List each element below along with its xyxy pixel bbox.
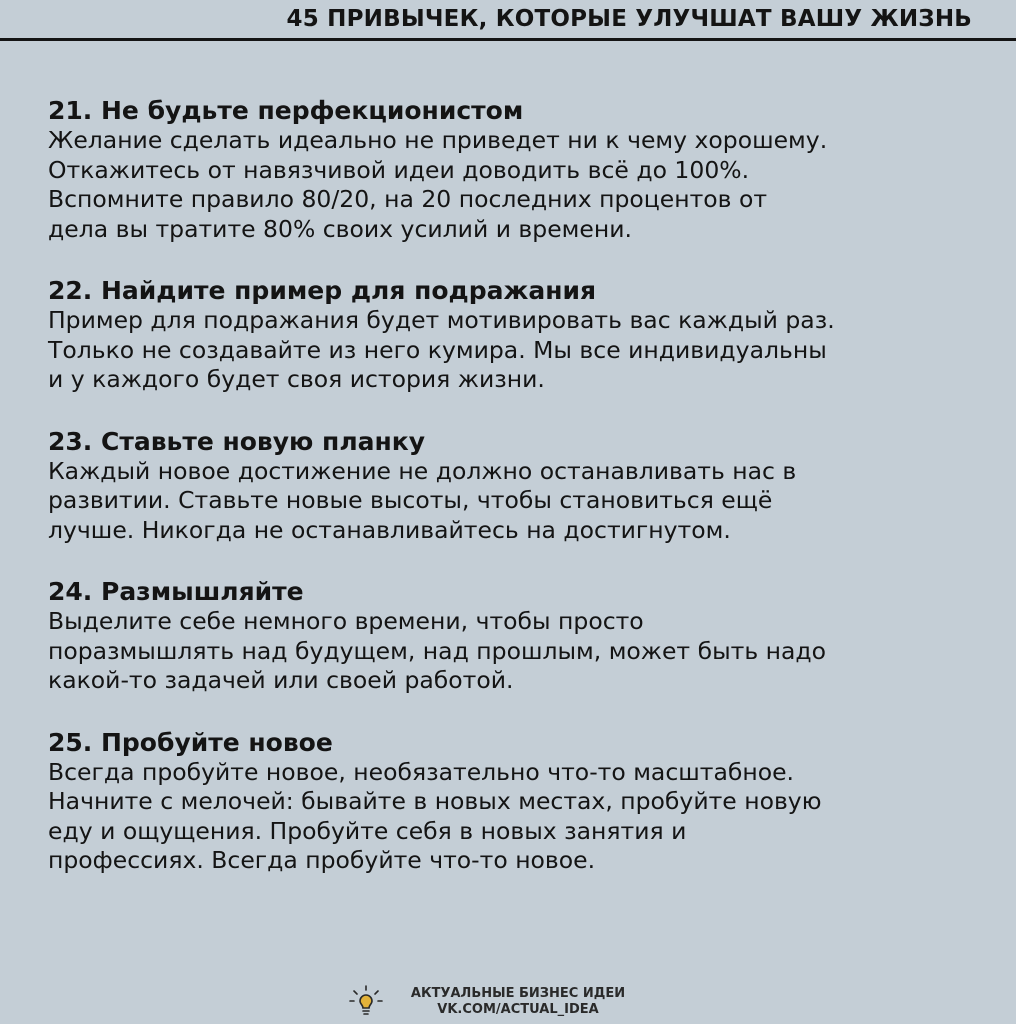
header-divider bbox=[0, 38, 1016, 41]
habit-title: 21. Не будьте перфекционистом bbox=[48, 96, 524, 125]
habit-item-25 bbox=[48, 728, 978, 876]
habit-description bbox=[48, 758, 978, 876]
habit-item-24 bbox=[48, 577, 978, 696]
habits-list bbox=[48, 96, 978, 908]
habit-text-line: какой-то задачей или своей работой. bbox=[48, 666, 514, 694]
habit-description bbox=[48, 457, 978, 546]
habit-text-line: Пример для подражания будет мотивировать вас каждый раз. bbox=[48, 306, 835, 334]
habit-text-line: Только не создавайте из него кумира. Мы все индивидуальны bbox=[48, 335, 827, 364]
habit-item-22 bbox=[48, 276, 978, 395]
page-header bbox=[0, 0, 1016, 42]
habit-text-line: и у каждого будет своя история жизни. bbox=[48, 365, 545, 393]
footer-text bbox=[390, 986, 646, 1018]
habit-text-line: профессиях. Всегда пробуйте что-то новое. bbox=[48, 846, 596, 874]
habit-description bbox=[48, 126, 978, 244]
lightbulb-icon bbox=[346, 984, 386, 1018]
habit-text-line: Желание сделать идеально не приведет ни к чему хорошему. bbox=[48, 126, 828, 154]
habit-text-line: лучше. Никогда не останавливайтесь на достигнутом. bbox=[48, 515, 731, 544]
habit-text-line: Всегда пробуйте новое, необязательно что-то масштабное. bbox=[48, 757, 795, 786]
habit-title: 24. Размышляйте bbox=[48, 577, 304, 606]
habit-description bbox=[48, 607, 978, 696]
habit-text-line: Вспомните правило 80/20, на 20 последних процентов от bbox=[48, 185, 768, 213]
habit-item-21 bbox=[48, 96, 978, 244]
footer-brand bbox=[346, 982, 646, 1022]
habit-text-line: развитии. Ставьте новые высоты, чтобы становиться ещё bbox=[48, 486, 773, 514]
habit-text-line: Начните с мелочей: бывайте в новых местах, пробуйте новую bbox=[48, 787, 822, 815]
habit-title: 25. Пробуйте новое bbox=[48, 727, 333, 757]
habit-title: 22. Найдите пример для подражания bbox=[48, 276, 597, 305]
habit-text-line: поразмышлять над будущем, над прошлым, может быть надо bbox=[48, 636, 827, 665]
footer-brand-name: АКТУАЛЬНЫЕ БИЗНЕС ИДЕИ bbox=[410, 986, 626, 1001]
habit-description bbox=[48, 306, 978, 395]
habit-title: 23. Ставьте новую планку bbox=[48, 426, 426, 456]
habit-text-line: Выделите себе немного времени, чтобы просто bbox=[48, 607, 644, 635]
footer-url: VK.COM/ACTUAL_IDEA bbox=[437, 1002, 599, 1017]
habit-text-line: дела вы тратите 80% своих усилий и времени. bbox=[48, 214, 632, 243]
habit-text-line: Каждый новое достижение не должно останавливать нас в bbox=[48, 456, 797, 485]
habit-text-line: еду и ощущения. Пробуйте себя в новых занятия и bbox=[48, 816, 687, 845]
page-title: 45 ПРИВЫЧЕК, КОТОРЫЕ УЛУЧШАТ ВАШУ ЖИЗНЬ bbox=[286, 6, 972, 32]
habit-text-line: Откажитесь от навязчивой идеи доводить всё до 100%. bbox=[48, 155, 750, 184]
habit-item-23 bbox=[48, 427, 978, 546]
